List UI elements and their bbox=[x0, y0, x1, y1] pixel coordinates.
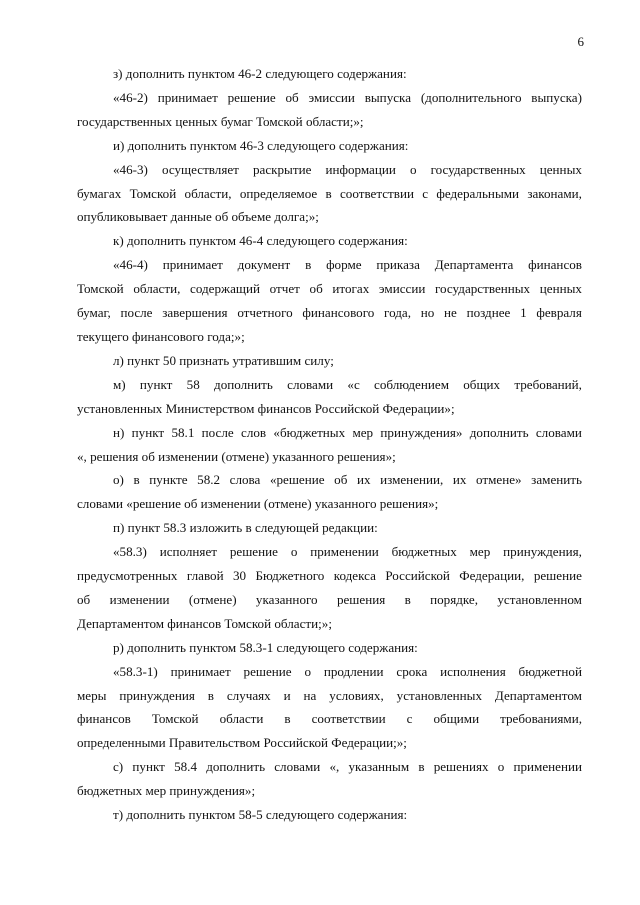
word: позднее bbox=[466, 305, 511, 321]
word: пункт bbox=[139, 376, 173, 392]
word: принимает bbox=[162, 257, 223, 273]
word: принуждения» bbox=[380, 424, 463, 440]
text-line: и) дополнить пунктом 46-3 следующего содержания: bbox=[113, 137, 409, 153]
word: об bbox=[334, 472, 348, 488]
word: в bbox=[325, 185, 332, 201]
text-line: т) дополнить пунктом 58-5 следующего содержания: bbox=[113, 807, 408, 823]
word: предусмотренных bbox=[77, 568, 178, 584]
word: завершения bbox=[162, 305, 228, 321]
word: государственных bbox=[430, 161, 526, 177]
word: 1 bbox=[520, 305, 527, 321]
word: порядке, bbox=[430, 591, 479, 607]
word: «58.3) bbox=[113, 544, 147, 560]
word: в bbox=[207, 687, 214, 703]
word: о bbox=[497, 759, 505, 775]
word: отчет bbox=[269, 281, 300, 297]
word: 58.1 bbox=[171, 424, 195, 440]
word: мер bbox=[469, 544, 491, 560]
word: соответствии bbox=[339, 185, 414, 201]
word: финансов bbox=[77, 711, 131, 727]
paragraph bbox=[77, 134, 582, 158]
word: указанного bbox=[255, 591, 318, 607]
word: приказа bbox=[376, 257, 420, 273]
word: раскрытие bbox=[252, 161, 312, 177]
word: о) bbox=[113, 472, 124, 488]
text-line bbox=[77, 564, 582, 588]
paragraph bbox=[77, 349, 582, 373]
word: февраля bbox=[536, 305, 582, 321]
word: бюджетной bbox=[518, 663, 582, 679]
word: документ bbox=[237, 257, 291, 273]
word: применении bbox=[513, 759, 582, 775]
word: но bbox=[420, 305, 435, 321]
word: года, bbox=[384, 305, 412, 321]
word: с) bbox=[113, 759, 124, 775]
word: в bbox=[404, 591, 411, 607]
word: «46-2) bbox=[113, 89, 148, 105]
word: «58.3-1) bbox=[113, 663, 158, 679]
word: в bbox=[418, 759, 425, 775]
word: 58.4 bbox=[174, 759, 197, 775]
word: словами bbox=[274, 759, 321, 775]
word: в bbox=[133, 472, 140, 488]
word: решения bbox=[336, 591, 386, 607]
word: «46-3) bbox=[113, 161, 148, 177]
word: финансов bbox=[528, 257, 582, 273]
text-line: л) пункт 50 признать утратившим силу; bbox=[113, 352, 334, 368]
word: 30 bbox=[233, 568, 247, 584]
word: меры bbox=[77, 687, 107, 703]
word: пункте bbox=[149, 472, 188, 488]
word: Томской bbox=[77, 281, 124, 297]
text-line bbox=[77, 421, 582, 445]
word: указанным bbox=[348, 759, 410, 775]
text-line bbox=[77, 588, 582, 612]
word: 58 bbox=[186, 376, 200, 392]
paragraph bbox=[77, 253, 582, 349]
word: решениях bbox=[433, 759, 489, 775]
word: словами bbox=[287, 376, 334, 392]
word: информации bbox=[325, 161, 396, 177]
page-number: 6 bbox=[577, 34, 584, 49]
word: эмиссии bbox=[378, 281, 426, 297]
text-line bbox=[77, 373, 582, 397]
word: после bbox=[201, 424, 234, 440]
word: финансового bbox=[302, 305, 375, 321]
word: решение bbox=[229, 544, 278, 560]
word: н) bbox=[113, 424, 125, 440]
word: 58.2 bbox=[197, 472, 221, 488]
text-line bbox=[77, 707, 582, 731]
paragraph bbox=[77, 755, 582, 803]
word: ценных bbox=[539, 281, 582, 297]
word: выпуска) bbox=[531, 89, 582, 105]
word: «бюджетных bbox=[273, 424, 346, 440]
word: Бюджетного bbox=[255, 568, 325, 584]
word: об bbox=[77, 591, 91, 607]
word: срока bbox=[396, 663, 428, 679]
word: соответствии bbox=[311, 711, 386, 727]
word: «с bbox=[347, 376, 360, 392]
text-line: установленных Министерством финансов Российской Федерации»; bbox=[77, 400, 455, 416]
word: слов bbox=[241, 424, 267, 440]
word: принимает bbox=[157, 89, 218, 105]
paragraph bbox=[77, 468, 582, 516]
word: исполняет bbox=[159, 544, 217, 560]
word: Российской bbox=[385, 568, 450, 584]
word: об bbox=[285, 89, 299, 105]
word: общих bbox=[463, 376, 501, 392]
word: мер bbox=[352, 424, 374, 440]
word: дополнить bbox=[214, 376, 273, 392]
word: установленных bbox=[396, 687, 482, 703]
text-line: з) дополнить пунктом 46-2 следующего содержания: bbox=[113, 66, 407, 81]
word: Томской bbox=[129, 185, 177, 201]
document-body bbox=[77, 62, 582, 827]
word: пункт bbox=[131, 424, 165, 440]
word: после bbox=[120, 305, 153, 321]
word: общими bbox=[433, 711, 480, 727]
word: итогах bbox=[332, 281, 370, 297]
word: решение bbox=[227, 89, 276, 105]
text-line bbox=[77, 660, 582, 684]
word: определяемое bbox=[239, 185, 318, 201]
paragraph bbox=[77, 62, 582, 86]
word: их bbox=[356, 472, 371, 488]
paragraph bbox=[77, 516, 582, 540]
word: требований, bbox=[514, 376, 582, 392]
word: Департамента bbox=[434, 257, 514, 273]
word: области, bbox=[184, 185, 232, 201]
word: бумаг, bbox=[77, 305, 111, 321]
word: слова bbox=[229, 472, 261, 488]
text-line bbox=[77, 755, 582, 779]
text-line bbox=[77, 468, 582, 492]
word: Департаментом bbox=[494, 687, 582, 703]
word: форме bbox=[326, 257, 362, 273]
word: «, bbox=[329, 759, 340, 775]
word: об bbox=[309, 281, 323, 297]
text-line: опубликовывает данные об объеме долга;»; bbox=[77, 209, 319, 225]
word: отмене» bbox=[476, 472, 522, 488]
word: решение bbox=[243, 663, 292, 679]
word: дополнить bbox=[206, 759, 266, 775]
word: случаях bbox=[226, 687, 271, 703]
word: «решение bbox=[269, 472, 325, 488]
word: м) bbox=[113, 376, 126, 392]
word: осуществляет bbox=[161, 161, 239, 177]
paragraph bbox=[77, 158, 582, 230]
text-line: «, решения об изменении (отмене) указанного решения»; bbox=[77, 448, 396, 464]
word: области, bbox=[133, 281, 181, 297]
word: заменить bbox=[531, 472, 582, 488]
text-line bbox=[77, 684, 582, 708]
paragraph bbox=[77, 660, 582, 756]
word: изменении, bbox=[380, 472, 444, 488]
word: решение bbox=[533, 568, 582, 584]
word: «46-4) bbox=[113, 257, 148, 273]
word: не bbox=[444, 305, 457, 321]
word: с bbox=[422, 185, 429, 201]
word: принимает bbox=[170, 663, 231, 679]
word: принуждения, bbox=[503, 544, 582, 560]
word: в bbox=[284, 711, 291, 727]
text-line: Департаментом финансов Томской области;»; bbox=[77, 615, 332, 631]
word: выпуска bbox=[364, 89, 412, 105]
word: в bbox=[305, 257, 312, 273]
paragraph bbox=[77, 636, 582, 660]
word: продлении bbox=[323, 663, 384, 679]
paragraph bbox=[77, 803, 582, 827]
word: (дополнительного bbox=[420, 89, 522, 105]
word: государственных bbox=[435, 281, 531, 297]
word: принуждения bbox=[119, 687, 195, 703]
paragraph bbox=[77, 229, 582, 253]
word: федеральными bbox=[436, 185, 520, 201]
word: Томской bbox=[151, 711, 199, 727]
word: области bbox=[219, 711, 264, 727]
text-line bbox=[77, 182, 582, 206]
word: бюджетных bbox=[391, 544, 457, 560]
text-line: государственных ценных бумаг Томской области;»; bbox=[77, 113, 364, 129]
word: (отмене) bbox=[188, 591, 237, 607]
text-line bbox=[77, 86, 582, 110]
word: применении bbox=[310, 544, 379, 560]
word: изменении bbox=[109, 591, 170, 607]
word: содержащий bbox=[190, 281, 260, 297]
paragraph bbox=[77, 86, 582, 134]
paragraph bbox=[77, 373, 582, 421]
text-line: словами «решение об изменении (отмене) указанного решения»; bbox=[77, 496, 439, 512]
word: с bbox=[406, 711, 413, 727]
text-line bbox=[77, 540, 582, 564]
word: кодекса bbox=[333, 568, 376, 584]
word: установленном bbox=[497, 591, 582, 607]
text-line bbox=[77, 277, 582, 301]
text-line: п) пункт 58.3 изложить в следующей редакции: bbox=[113, 520, 378, 536]
text-line bbox=[77, 158, 582, 182]
word: их bbox=[452, 472, 467, 488]
word: соблюдением bbox=[374, 376, 449, 392]
word: пункт bbox=[132, 759, 165, 775]
text-line: определенными Правительством Российской Федерации;»; bbox=[77, 735, 407, 751]
word: Федерации, bbox=[459, 568, 525, 584]
paragraph bbox=[77, 421, 582, 469]
word: и bbox=[283, 687, 291, 703]
text-line bbox=[77, 301, 582, 325]
text-line: р) дополнить пунктом 58.3-1 следующего содержания: bbox=[113, 639, 418, 655]
word: бумагах bbox=[77, 185, 122, 201]
word: законами, bbox=[527, 185, 582, 201]
word: отчетного bbox=[237, 305, 293, 321]
word: эмиссии bbox=[308, 89, 355, 105]
word: исполнения bbox=[440, 663, 506, 679]
word: дополнить bbox=[469, 424, 529, 440]
paragraph bbox=[77, 540, 582, 636]
word: условиях, bbox=[329, 687, 384, 703]
word: ценных bbox=[539, 161, 582, 177]
word: словами bbox=[535, 424, 582, 440]
word: о bbox=[304, 663, 311, 679]
text-line: к) дополнить пунктом 46-4 следующего содержания: bbox=[113, 233, 408, 249]
text-line: бюджетных мер принуждения»; bbox=[77, 783, 256, 799]
text-line: текущего финансового года;»; bbox=[77, 328, 245, 344]
word: главой bbox=[186, 568, 224, 584]
word: требованиями, bbox=[500, 711, 582, 727]
word: о bbox=[409, 161, 417, 177]
text-line bbox=[77, 253, 582, 277]
word: на bbox=[303, 687, 317, 703]
word: о bbox=[290, 544, 298, 560]
